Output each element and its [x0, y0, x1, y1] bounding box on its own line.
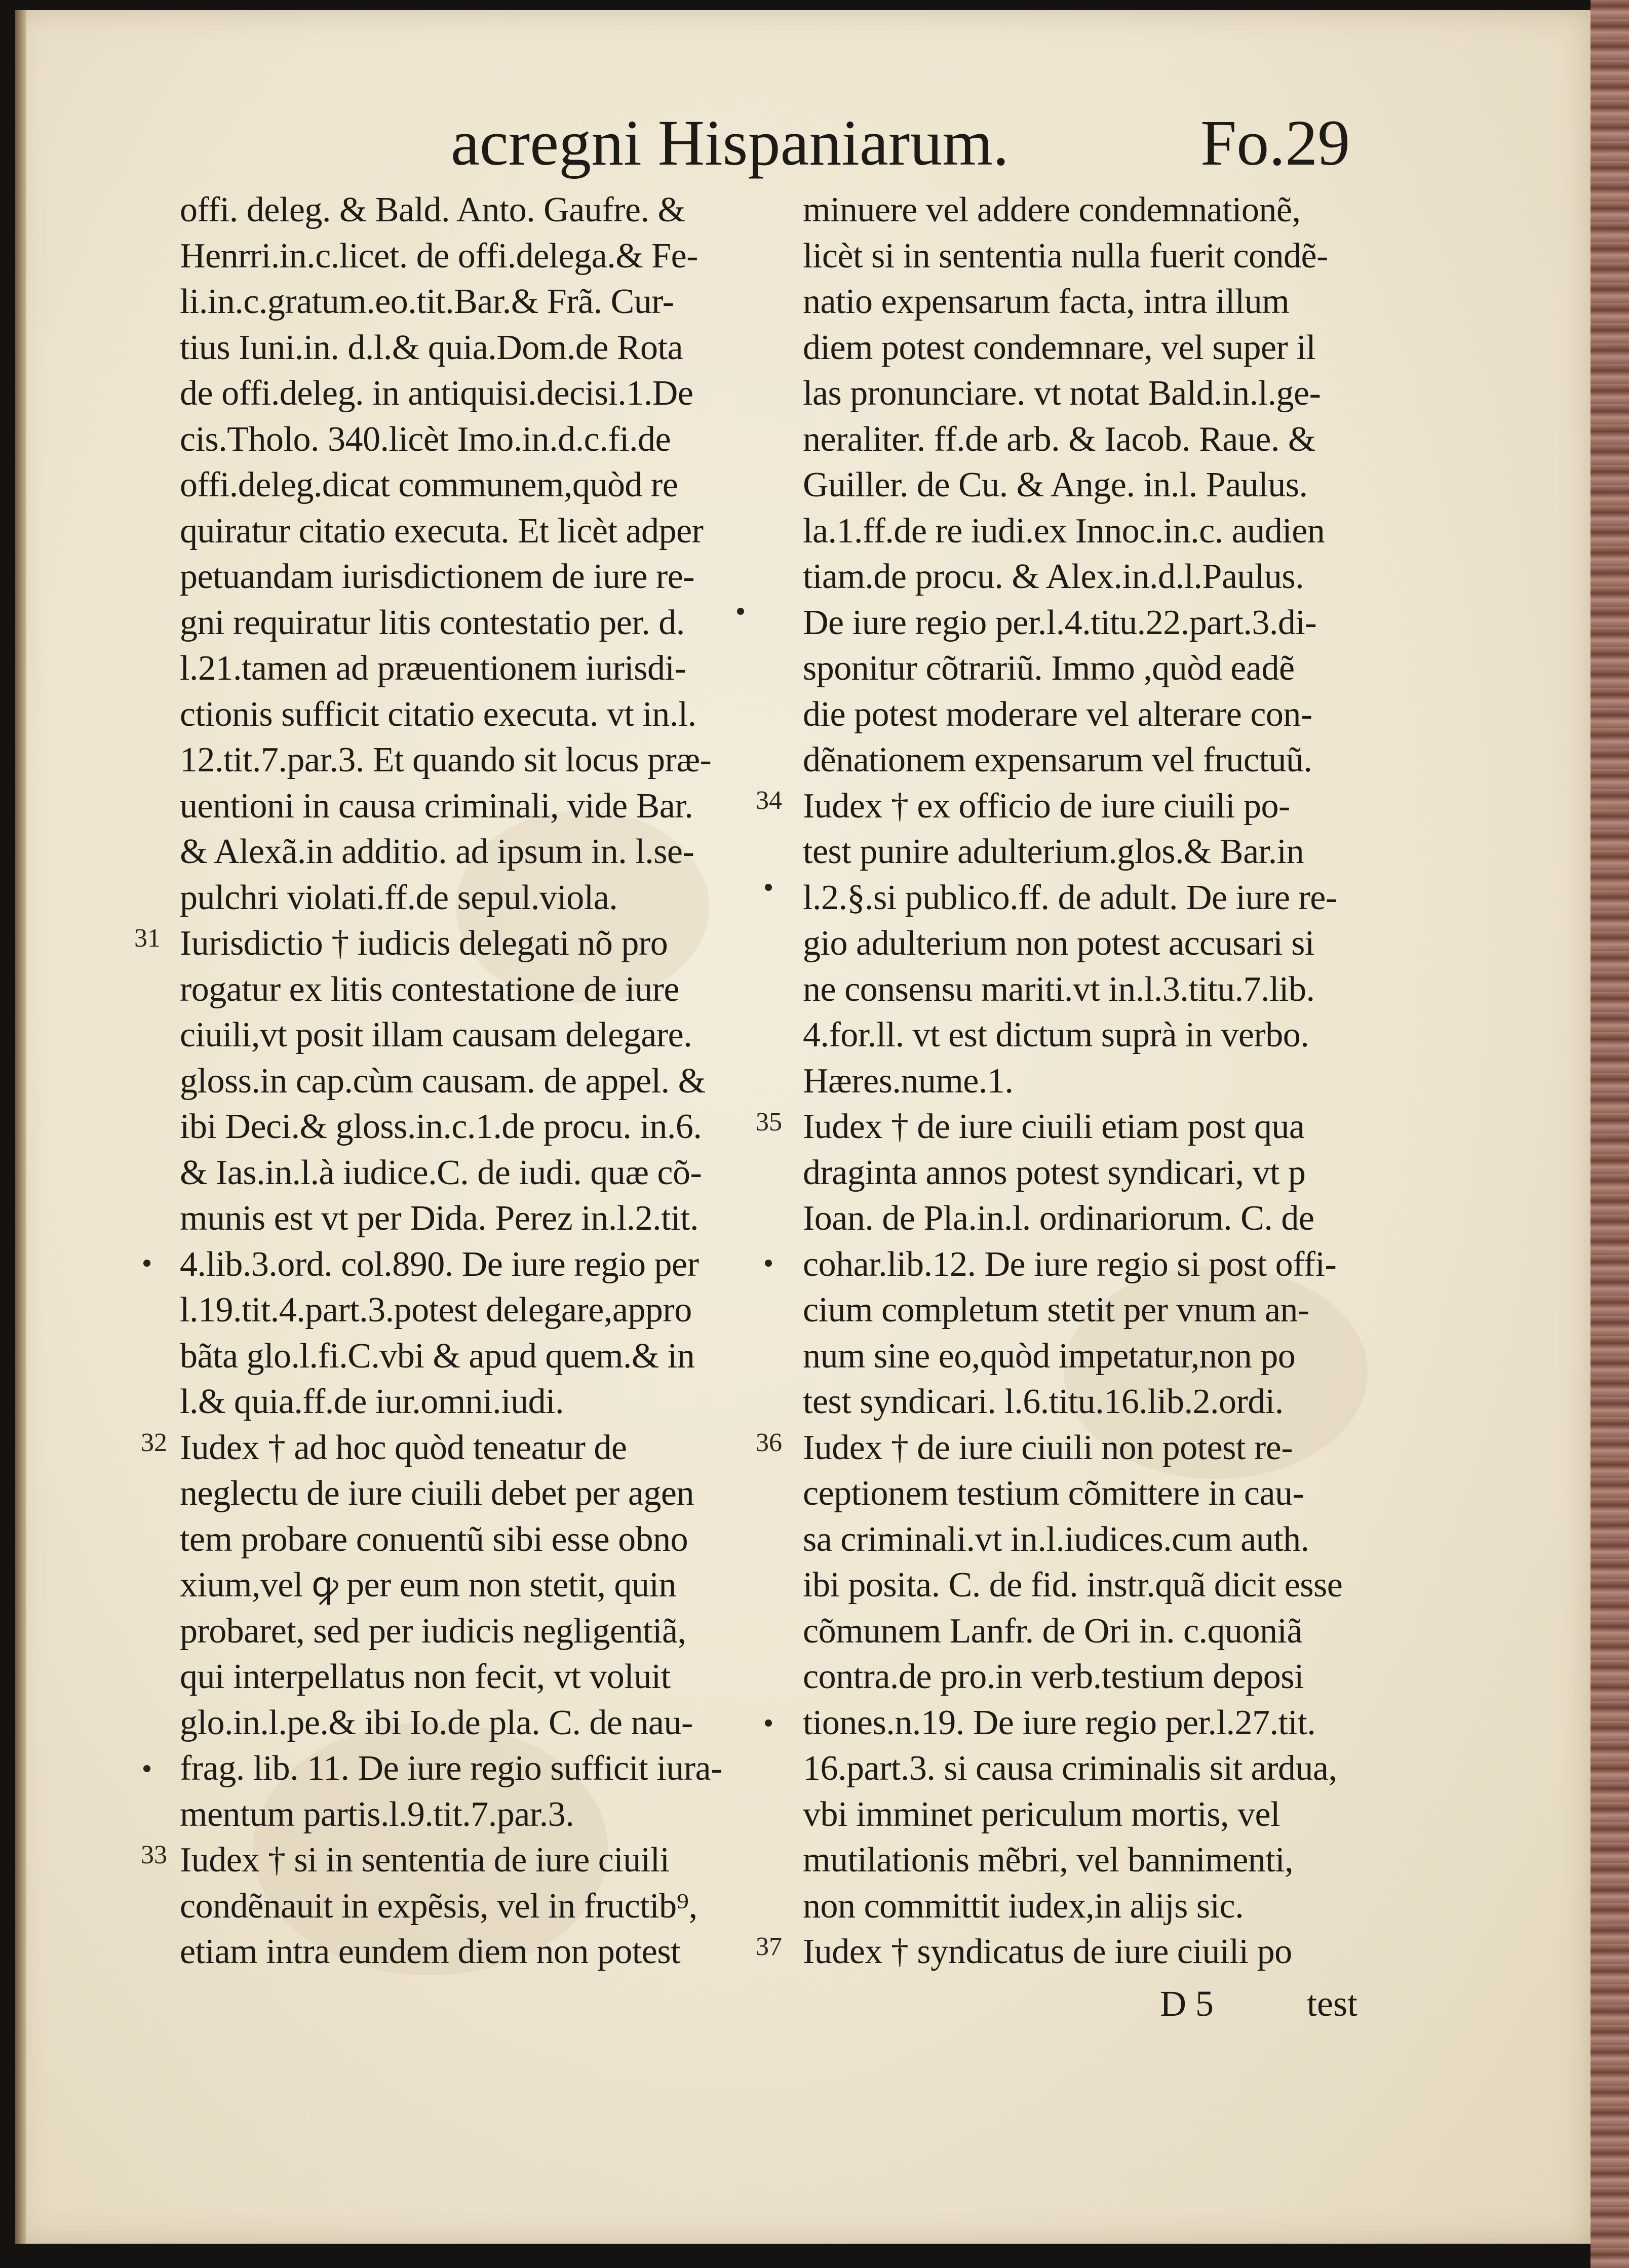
- text-line: minuere vel addere condemnationẽ,: [803, 190, 1301, 229]
- text-line: quiratur citatio executa. Et licèt adper: [180, 511, 704, 551]
- text-line: test syndicari. l.6.titu.16.lib.2.ordi.: [803, 1382, 1284, 1421]
- margin-bullet-icon: [143, 1765, 150, 1772]
- text-line: las pronunciare. vt notat Bald.in.l.ge-: [803, 374, 1321, 413]
- text-line: test punire adulterium.glos.& Bar.in: [803, 832, 1304, 871]
- text-line: ceptionem testium cõmittere in cau-: [803, 1474, 1304, 1513]
- text-line: pulchri violati.ff.de sepul.viola.: [180, 878, 618, 917]
- text-line: Iudex † si in sententia de iure ciuili: [180, 1841, 670, 1880]
- text-line: la.1.ff.de re iudi.ex Innoc.in.c. audien: [803, 511, 1325, 551]
- text-line: condẽnauit in expẽsis, vel in fructib⁹,: [180, 1886, 697, 1926]
- text-line: sa criminali.vt in.l.iudices.cum auth.: [803, 1519, 1309, 1559]
- catchword: test: [1307, 1983, 1358, 2024]
- text-line: Iudex † ex officio de iure ciuili po-: [803, 786, 1290, 826]
- text-line: Ioan. de Pla.in.l. ordinariorum. C. de: [803, 1199, 1314, 1238]
- text-line: non committit iudex,in alijs sic.: [803, 1886, 1244, 1926]
- text-line: contra.de pro.in verb.testium deposi: [803, 1657, 1304, 1696]
- text-line: cis.Tholo. 340.licèt Imo.in.d.c.fi.de: [180, 419, 671, 459]
- text-line: ne consensu mariti.vt in.l.3.titu.7.lib.: [803, 969, 1315, 1009]
- text-line: gio adulterium non potest accusari si: [803, 924, 1314, 963]
- signature-mark: D 5: [1160, 1983, 1214, 2024]
- text-line: 12.tit.7.par.3. Et quando sit locus præ-: [180, 740, 712, 779]
- text-line: mutilationis mẽbri, vel bannimenti,: [803, 1841, 1294, 1880]
- text-line: licèt si in sententia nulla fuerit condẽ-: [803, 236, 1328, 276]
- text-line: Iudex † de iure ciuili etiam post qua: [803, 1107, 1305, 1146]
- text-line: cõmunem Lanfr. de Ori in. c.quoniã: [803, 1611, 1303, 1651]
- margin-bullet-icon: [765, 1719, 772, 1727]
- margin-number: 31: [134, 924, 161, 953]
- margin-number: 35: [756, 1108, 782, 1137]
- text-line: tiam.de procu. & Alex.in.d.l.Paulus.: [803, 557, 1304, 596]
- text-line: natio expensarum facta, intra illum: [803, 282, 1290, 321]
- text-line: mentum partis.l.9.tit.7.par.3.: [180, 1794, 574, 1834]
- text-line: neraliter. ff.de arb. & Iacob. Raue. &: [803, 419, 1315, 459]
- margin-number: 33: [141, 1841, 167, 1869]
- text-line: die potest moderare vel alterare con-: [803, 694, 1312, 734]
- margin-bullet-icon: [765, 884, 772, 891]
- binding-gutter: [15, 10, 26, 2244]
- text-line: glo.in.l.pe.& ibi Io.de pla. C. de nau-: [180, 1703, 693, 1742]
- text-line: ctionis sufficit citatio executa. vt in.l.: [180, 694, 696, 734]
- text-line: qui interpellatus non fecit, vt voluit: [180, 1657, 671, 1696]
- text-line: & Ias.in.l.à iudice.C. de iudi. quæ cõ-: [180, 1153, 702, 1192]
- text-line: 16.part.3. si causa criminalis sit ardua,: [803, 1749, 1337, 1788]
- text-line: etiam intra eundem diem non potest: [180, 1932, 681, 1971]
- text-line: xium,vel ꝙ per eum non stetit, quin: [180, 1566, 676, 1605]
- text-line: ibi posita. C. de fid. instr.quã dicit esse: [803, 1566, 1343, 1605]
- text-line: offi.deleg.dicat communem,quòd re: [180, 465, 678, 504]
- text-line: bãta glo.l.fi.C.vbi & apud quem.& in: [180, 1336, 695, 1376]
- text-line: & Alexã.in additio. ad ipsum in. l.se-: [180, 832, 694, 871]
- margin-number: 36: [756, 1428, 782, 1457]
- text-line: rogatur ex litis contestatione de iure: [180, 969, 679, 1009]
- text-line: Iudex † ad hoc quòd teneatur de: [180, 1428, 627, 1467]
- text-line: draginta annos potest syndicari, vt p: [803, 1153, 1306, 1192]
- text-line: diem potest condemnare, vel super il: [803, 328, 1316, 367]
- margin-bullet-icon: [143, 1260, 150, 1267]
- text-line: Henrri.in.c.licet. de offi.delega.& Fe-: [180, 236, 698, 276]
- text-line: sponitur cõtrariũ. Immo ,quòd eadẽ: [803, 649, 1295, 688]
- text-line: l.21.tamen ad præuentionem iurisdi-: [180, 649, 686, 688]
- text-line: ibi Deci.& gloss.in.c.1.de procu. in.6.: [180, 1107, 702, 1146]
- text-line: Iurisdictio † iudicis delegati nõ pro: [180, 924, 668, 963]
- text-line: petuandam iurisdictionem de iure re-: [180, 557, 695, 596]
- text-line: cohar.lib.12. De iure regio si post offi-: [803, 1244, 1337, 1284]
- text-line: vbi imminet periculum mortis, vel: [803, 1794, 1280, 1834]
- fore-edge: [1591, 0, 1629, 2268]
- text-line: Guiller. de Cu. & Ange. in.l. Paulus.: [803, 465, 1308, 504]
- left-text-column: [180, 187, 747, 1975]
- text-line: Hæres.nume.1.: [803, 1061, 1014, 1101]
- text-line: cium completum stetit per vnum an-: [803, 1291, 1309, 1329]
- text-line: tiones.n.19. De iure regio per.l.27.tit.: [803, 1703, 1316, 1742]
- text-line: Iudex † syndicatus de iure ciuili po: [803, 1932, 1292, 1971]
- margin-bullet-icon: [765, 1260, 772, 1267]
- text-line: 4.lib.3.ord. col.890. De iure regio per: [180, 1244, 699, 1284]
- text-line: De iure regio per.l.4.titu.22.part.3.di-: [803, 603, 1317, 642]
- text-line: frag. lib. 11. De iure regio sufficit iura-: [180, 1749, 722, 1788]
- margin-number: 34: [756, 786, 782, 815]
- text-line: tius Iuni.in. d.l.& quia.Dom.de Rota: [180, 328, 683, 367]
- text-line: li.in.c.gratum.eo.tit.Bar.& Frã. Cur-: [180, 282, 674, 321]
- text-line: 4.for.ll. vt est dictum suprà in verbo.: [803, 1015, 1309, 1054]
- margin-number: 32: [141, 1428, 167, 1457]
- text-line: probaret, sed per iudicis negligentiã,: [180, 1611, 686, 1651]
- text-line: tem probare conuentũ sibi esse obno: [180, 1519, 688, 1559]
- text-line: Iudex † de iure ciuili non potest re-: [803, 1428, 1293, 1467]
- margin-bullet-icon: [737, 608, 744, 615]
- text-line: ciuili,vt posit illam causam delegare.: [180, 1015, 692, 1054]
- running-title: acregni Hispaniarum.: [451, 107, 1009, 179]
- text-line: offi. deleg. & Bald. Anto. Gaufre. &: [180, 190, 685, 229]
- right-text-column: [803, 187, 1370, 1975]
- text-line: de offi.deleg. in antiquisi.decisi.1.De: [180, 374, 693, 413]
- text-line: gni requiratur litis contestatio per. d.: [180, 603, 685, 642]
- text-line: gloss.in cap.cùm causam. de appel. &: [180, 1061, 706, 1101]
- folio-number: Fo.29: [1200, 107, 1350, 179]
- margin-number: 37: [756, 1932, 782, 1961]
- text-line: munis est vt per Dida. Perez in.l.2.tit.: [180, 1199, 699, 1238]
- text-line: uentioni in causa criminali, vide Bar.: [180, 786, 693, 826]
- text-line: dẽnationem expensarum vel fructuũ.: [803, 740, 1312, 779]
- text-line: l.2.§.si publico.ff. de adult. De iure re-: [803, 878, 1337, 917]
- text-line: neglectu de iure ciuili debet per agen: [180, 1474, 694, 1513]
- text-line: l.19.tit.4.part.3.potest delegare,appro: [180, 1291, 692, 1329]
- text-line: l.& quia.ff.de iur.omni.iudi.: [180, 1382, 564, 1421]
- text-line: num sine eo,quòd impetatur,non po: [803, 1336, 1296, 1376]
